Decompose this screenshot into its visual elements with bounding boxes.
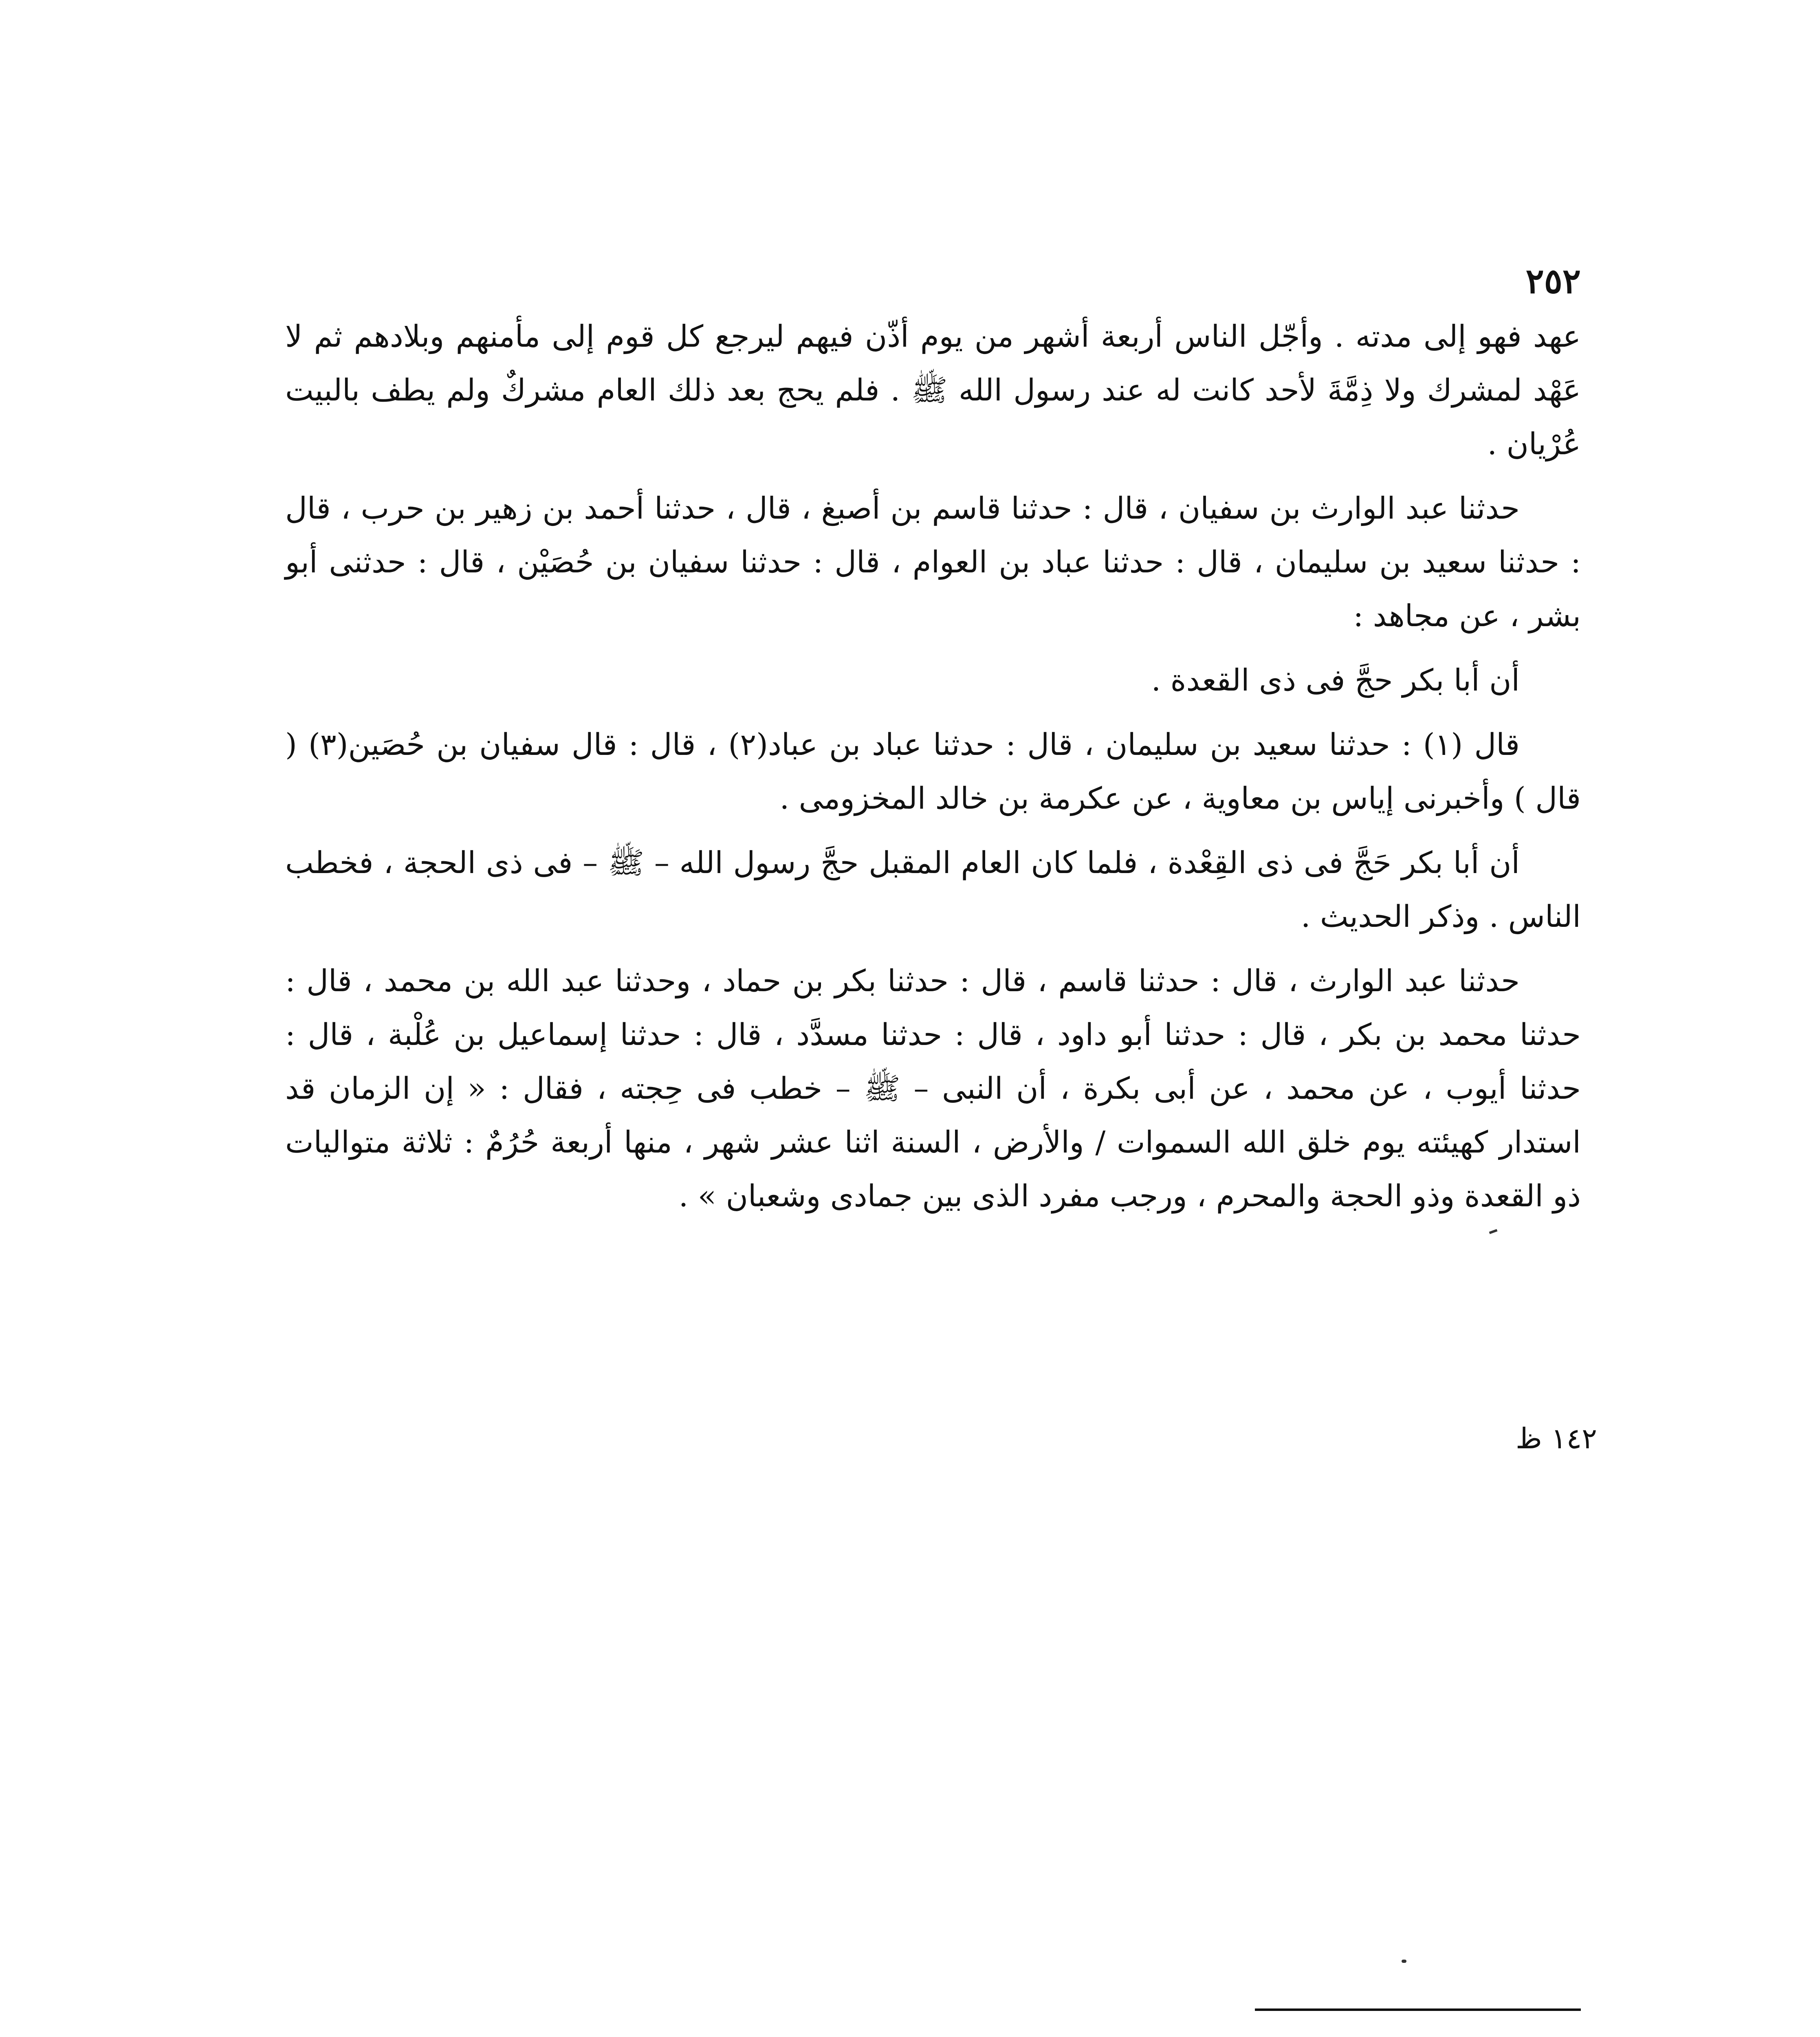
footnote-divider — [1255, 2008, 1581, 2011]
paragraph-2: حدثنا عبد الوارث بن سفيان ، قال : حدثنا قاسم بن أصبغ ، قال ، حدثنا أحمد بن زهير بن حرب ، قال : حدثنا سعيد بن سليمان ، قال : حدثنا عباد بن العوام ، قال : حدثنا سفيان بن حُصَيْن ، قال : حدثنى أبو بشر ، عن مجاهد : — [285, 491, 1581, 634]
paragraph-1: عهد فهو إلى مدته . وأجّل الناس أربعة أشهر من يوم أذّن فيهم ليرجع كل قوم إلى مأمنهم وبلادهم ثم لا عَهْد لمشرك ولا ذِمَّةَ لأحد كانت له عند رسول الله ﷺ . فلم يحج بعد ذلك العام مشركٌ ولم يطف بالبيت عُرْيان . — [285, 319, 1581, 462]
stray-dot — [1402, 1960, 1406, 1963]
footnotes — [693, 2033, 1581, 2037]
paragraph-5: أن أبا بكر حَجَّ فى ذى القِعْدة ، فلما كان العام المقبل حجَّ رسول الله – ﷺ – فى ذى الحجة ، فخطب الناس . وذكر الحديث . — [285, 845, 1581, 934]
main-text — [285, 310, 1581, 1234]
page-number: ٢٥٢ — [1525, 261, 1581, 301]
paragraph-3: أن أبا بكر حجَّ فى ذى القعدة . — [1151, 663, 1520, 698]
footnote-1 — [693, 2033, 1581, 2037]
margin-folio-note: ١٤٢ ظ — [1516, 1422, 1597, 1455]
paragraph-4: قال (١) : حدثنا سعيد بن سليمان ، قال : حدثنا عباد بن عباد(٢) ، قال : قال سفيان بن حُصَين(٣) ( قال ) وأخبرنى إياس بن معاوية ، عن عكرمة بن خالد المخزومى . — [285, 727, 1581, 816]
paragraph-6: حدثنا عبد الوارث ، قال : حدثنا قاسم ، قال : حدثنا بكر بن حماد ، وحدثنا عبد الله بن محمد ، قال : حدثنا محمد بن بكر ، قال : حدثنا أبو داود ، قال : حدثنا مسدَّد ، قال : حدثنا إسماعيل بن عُلْبة ، قال : حدثنا أيوب ، عن محمد ، عن أبى بكرة ، أن النبى – ﷺ – خطب فى حِجته ، فقال : « إن الزمان قد استدار كهيئته يوم خلق الله السموات / والأرض ، السنة اثنا عشر شهر ، منها أربعة حُرُمٌ : ثلاثة متواليات ذو القعدة وذو الحجة والمحرم ، ورجب مفرد الذى بين جمادى وشعبان » . — [285, 964, 1581, 1214]
